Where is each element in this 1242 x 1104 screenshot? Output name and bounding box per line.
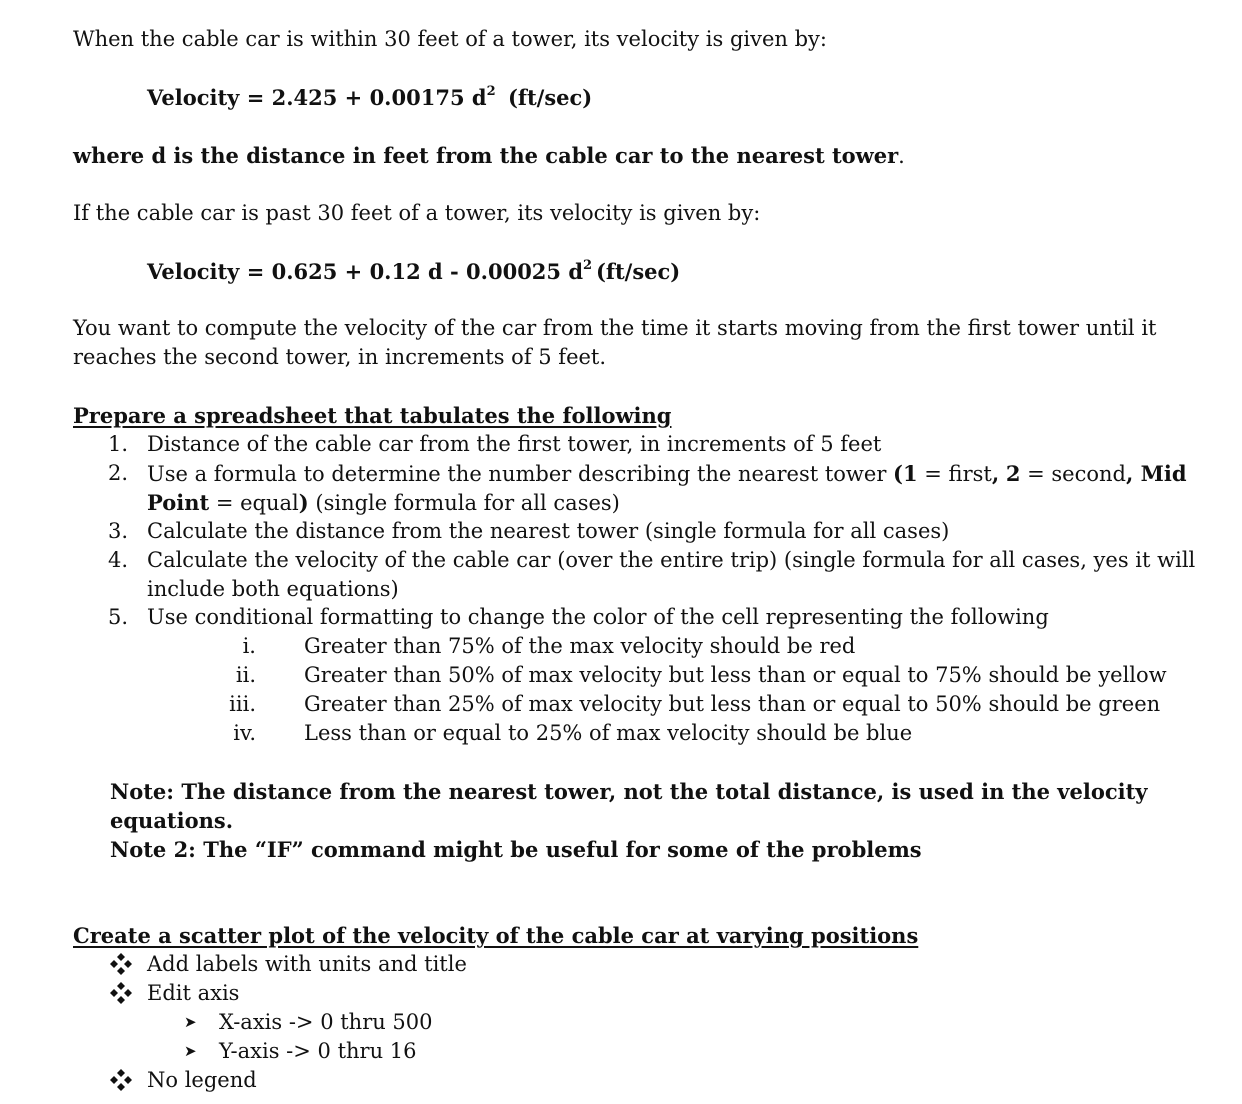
item2-comma-1: ,: [991, 461, 1000, 486]
item2-paren-open: (: [893, 461, 903, 486]
list-item-number: 4.: [107, 548, 128, 572]
scatter-plot-heading: Create a scatter plot of the velocity of the cable car at varying positions: [73, 923, 919, 948]
arrow-bullet-icon: ➤: [184, 1042, 197, 1060]
list-item-number: 3.: [107, 519, 128, 543]
bullet-text: Add labels with units and title: [147, 952, 467, 976]
arrow-bullet-text: X-axis -> 0 thru 500: [219, 1010, 433, 1034]
item2-mid: Mid: [1133, 461, 1187, 486]
item2-one: 1: [902, 461, 918, 486]
spreadsheet-heading: Prepare a spreadsheet that tabulates the following: [73, 403, 672, 428]
sub-item-number: ii.: [235, 663, 256, 687]
sub-item-text: Less than or equal to 25% of max velocity should be blue: [304, 721, 913, 745]
equation-1-exponent: 2: [486, 84, 496, 99]
velocity-equation-within: [147, 83, 496, 112]
intro-within-text: When the cable car is within 30 feet of a tower, its velocity is given by:: [73, 27, 827, 51]
where-d-period: .: [898, 144, 905, 168]
list-item-number: 2.: [107, 461, 128, 485]
equation-2-text: Velocity = 0.625 + 0.12 d - 0.00025 d: [147, 259, 584, 284]
equation-1-text: Velocity = 2.425 + 0.00175 d: [147, 85, 487, 110]
where-d-definition: [73, 141, 905, 171]
item2-point: Point: [147, 490, 210, 515]
item2-eq-first: = first: [917, 462, 992, 486]
item2-comma-2: ,: [1125, 461, 1134, 486]
arrow-bullet-icon: ➤: [184, 1013, 197, 1031]
where-d-text: where d is the distance in feet from the cable car to the nearest tower: [73, 143, 899, 168]
list-item-text: Distance of the cable car from the first tower, in increments of 5 feet: [147, 432, 882, 456]
item2-two: 2: [1005, 461, 1021, 486]
diamond-bullet-icon: [108, 980, 134, 1006]
item2-eq-equal: = equal: [209, 491, 299, 515]
sub-item-number: iv.: [233, 721, 256, 745]
intro-past-text: If the cable car is past 30 feet of a tower, its velocity is given by:: [73, 201, 761, 225]
sub-item-number: iii.: [229, 692, 256, 716]
list-item-text-continuation: include both equations): [147, 577, 399, 601]
arrow-bullet-text: Y-axis -> 0 thru 16: [219, 1039, 417, 1063]
list-item-number: 5.: [107, 605, 128, 629]
item2-eq-second: = second: [1020, 462, 1126, 486]
sub-item-number: i.: [242, 634, 256, 658]
task-description-line-1: You want to compute the velocity of the car from the time it starts moving from the first tower until it: [73, 316, 1157, 340]
list-item-text-continuation: [147, 488, 620, 518]
task-description-line-2: reaches the second tower, in increments of 5 feet.: [73, 345, 607, 369]
note-1-line-2: equations.: [110, 808, 234, 833]
sub-item-text: Greater than 75% of the max velocity should be red: [304, 634, 856, 658]
item2-space: [999, 462, 1006, 486]
item2-text-a: Use a formula to determine the number describing the nearest tower: [147, 462, 894, 486]
note-1-line-1: Note: The distance from the nearest tower, not the total distance, is used in the velocity: [110, 779, 1148, 804]
bullet-text: Edit axis: [147, 981, 240, 1005]
item2-tail: (single formula for all cases): [308, 491, 620, 515]
equation-2-exponent: 2: [583, 258, 593, 273]
equation-1-units: (ft/sec): [508, 85, 593, 110]
list-item-text: Calculate the velocity of the cable car (over the entire trip) (single formula for all cases, yes it will: [147, 548, 1196, 572]
equation-2-units: (ft/sec): [596, 259, 681, 284]
sub-item-text: Greater than 25% of max velocity but less than or equal to 50% should be green: [304, 692, 1161, 716]
note-2: Note 2: The “IF” command might be useful for some of the problems: [110, 837, 922, 862]
diamond-bullet-icon: [108, 951, 134, 977]
list-item-number: 1.: [107, 432, 128, 456]
bullet-text: No legend: [147, 1068, 257, 1092]
item2-paren-close: ): [298, 490, 309, 515]
sub-item-text: Greater than 50% of max velocity but less than or equal to 75% should be yellow: [304, 663, 1167, 687]
list-item-text: Use conditional formatting to change the color of the cell representing the following: [147, 605, 1049, 629]
diamond-bullet-icon: [108, 1067, 134, 1093]
velocity-equation-past: [147, 257, 592, 286]
list-item-text-nearest-tower: [147, 459, 1187, 489]
list-item-text: Calculate the distance from the nearest tower (single formula for all cases): [147, 519, 950, 543]
